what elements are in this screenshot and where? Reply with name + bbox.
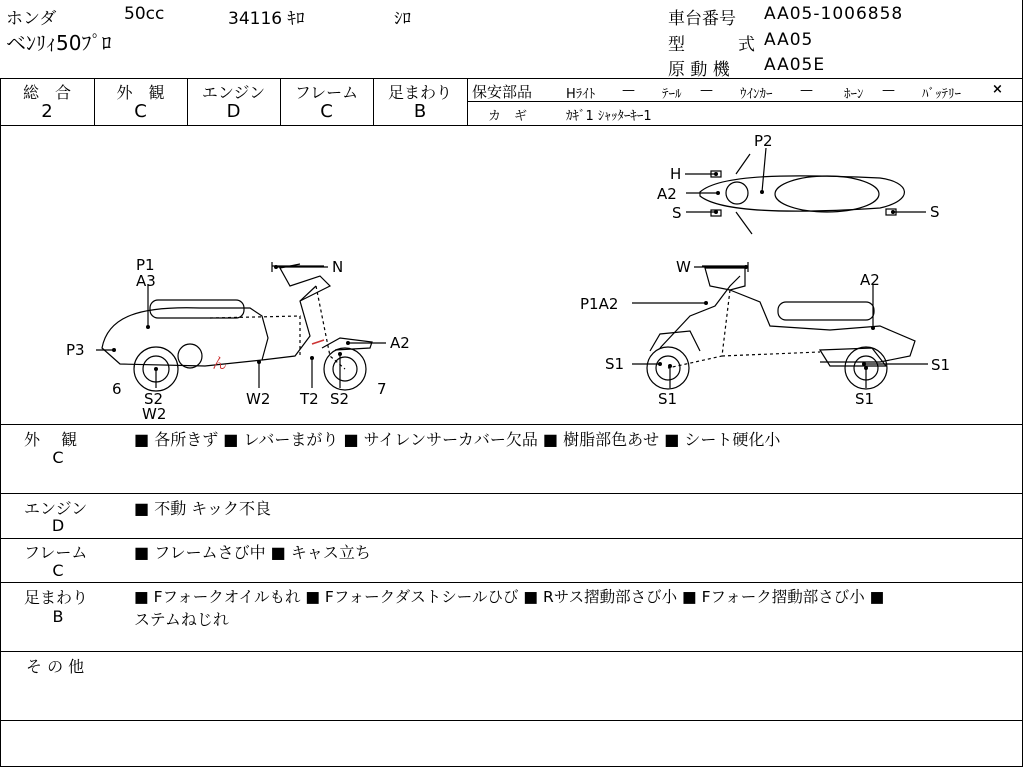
divider [0, 493, 1022, 494]
section-label-suspension: 足まわり [24, 588, 89, 607]
label-s2-left: S2 [144, 390, 164, 408]
engine-label: 原 動 機 [668, 60, 730, 80]
grade-label-overall: 総 合 [22, 83, 71, 102]
safety-mark-battery: × [992, 82, 1003, 97]
grade-value-overall: 2 [41, 101, 53, 122]
section-text-exterior: ■ 各所きず ■ レバーまがり ■ サイレンサーカバー欠品 ■ 樹脂部色あせ ■ シート硬化小 [134, 430, 781, 449]
safety-item-winker: ｳｲﾝｶｰ [740, 87, 773, 102]
grade-value-frame: C [320, 101, 333, 122]
safety-mark-winker: — [800, 83, 813, 98]
safety-item-tail: ﾃｰﾙ [662, 87, 682, 102]
divider [0, 720, 1022, 721]
label-6: 6 [112, 380, 122, 398]
label-s1-front-bottom: S1 [658, 390, 678, 408]
grade-value-suspension: B [413, 101, 427, 122]
section-grade-engine: D [51, 516, 65, 535]
grade-label-engine: エンジン [201, 83, 266, 102]
grade-label-exterior: 外 観 [116, 83, 165, 102]
grade-label-suspension: 足まわり [387, 83, 452, 102]
safety-mark-horn: — [882, 83, 895, 98]
label-p1: P1 [136, 256, 155, 274]
label-a2-left: A2 [390, 334, 410, 352]
engine-value: AA05E [764, 55, 826, 75]
color: ｼﾛ [394, 9, 411, 29]
maker: ホンダ [6, 9, 57, 29]
safety-item-horn: ﾎｰﾝ [844, 87, 864, 102]
safety-item-battery: ﾊﾞｯﾃﾘｰ [922, 87, 961, 102]
grade-value-engine: D [226, 101, 241, 122]
divider [0, 538, 1022, 539]
safety-label: 保安部品 [472, 83, 533, 101]
displacement: 50cc [124, 4, 165, 24]
section-grade-suspension: B [52, 607, 64, 626]
label-p3: P3 [66, 341, 85, 359]
divider [467, 78, 468, 125]
section-label-other: そ の 他 [26, 657, 85, 676]
section-text-frame: ■ フレームさび中 ■ キャス立ち [134, 543, 371, 562]
label-t2: T2 [300, 390, 319, 408]
label-s1-rear: S1 [931, 356, 951, 374]
divider [0, 651, 1022, 652]
type-label-1: 型 [668, 35, 685, 55]
label-7: 7 [377, 380, 387, 398]
section-text-suspension: ■ Fフォークオイルもれ ■ Fフォークダストシールひび ■ Rサス摺動部さび小 ■ Fフォーク摺動部さび小 ■ [134, 588, 885, 606]
label-p2: P2 [754, 132, 773, 150]
mileage: 34116 ｷﾛ [228, 9, 305, 29]
scooter-top-view [700, 154, 904, 234]
section-text-suspension-2: ステムねじれ [134, 610, 229, 629]
label-n: N [332, 258, 344, 276]
section-text-engine: ■ 不動 キック不良 [134, 499, 271, 518]
label-w2-mid: W2 [246, 390, 271, 408]
label-w2-left: W2 [142, 405, 167, 423]
type-value: AA05 [764, 30, 814, 50]
section-grade-exterior: C [52, 448, 64, 467]
grade-label-frame: フレーム [294, 83, 359, 102]
label-s1-front: S1 [605, 355, 625, 373]
divider [0, 582, 1022, 583]
safety-mark-tail: — [700, 83, 713, 98]
red-mark [312, 340, 324, 344]
divider [0, 78, 1022, 79]
divider [0, 424, 1022, 425]
frame-no: AA05-1006858 [764, 4, 904, 24]
section-label-exterior: 外 観 [24, 430, 78, 449]
label-s2-front: S2 [330, 390, 350, 408]
label-a2-right: A2 [860, 271, 880, 289]
key-value: ｶｷﾞ1 ｼｬｯﾀｰｷｰ1 [566, 109, 652, 124]
label-h: H [670, 165, 682, 183]
section-label-engine: エンジン [24, 499, 88, 518]
frame-no-label: 車台番号 [668, 9, 736, 29]
label-a2-top: A2 [657, 185, 677, 203]
key-label: カ ギ [488, 109, 528, 124]
section-grade-frame: C [52, 561, 64, 580]
section-label-frame: フレーム [24, 543, 88, 562]
type-label-2: 式 [738, 35, 755, 55]
label-s1-rear-bottom: S1 [855, 390, 875, 408]
label-w: W [676, 258, 691, 276]
safety-item-headlight: Hﾗｲﾄ [566, 87, 596, 102]
damage-diagram [0, 126, 1022, 426]
grade-value-exterior: C [134, 101, 147, 122]
handwritten-mark: ん [212, 354, 228, 372]
label-a3: A3 [136, 272, 156, 290]
model-name: ベﾝﾘｨ50ﾌﾟﾛ [6, 31, 112, 55]
label-s-top-right: S [930, 203, 940, 221]
safety-mark-headlight: — [622, 83, 635, 98]
label-p1a2: P1A2 [580, 295, 619, 313]
label-s-top-left: S [672, 204, 682, 222]
